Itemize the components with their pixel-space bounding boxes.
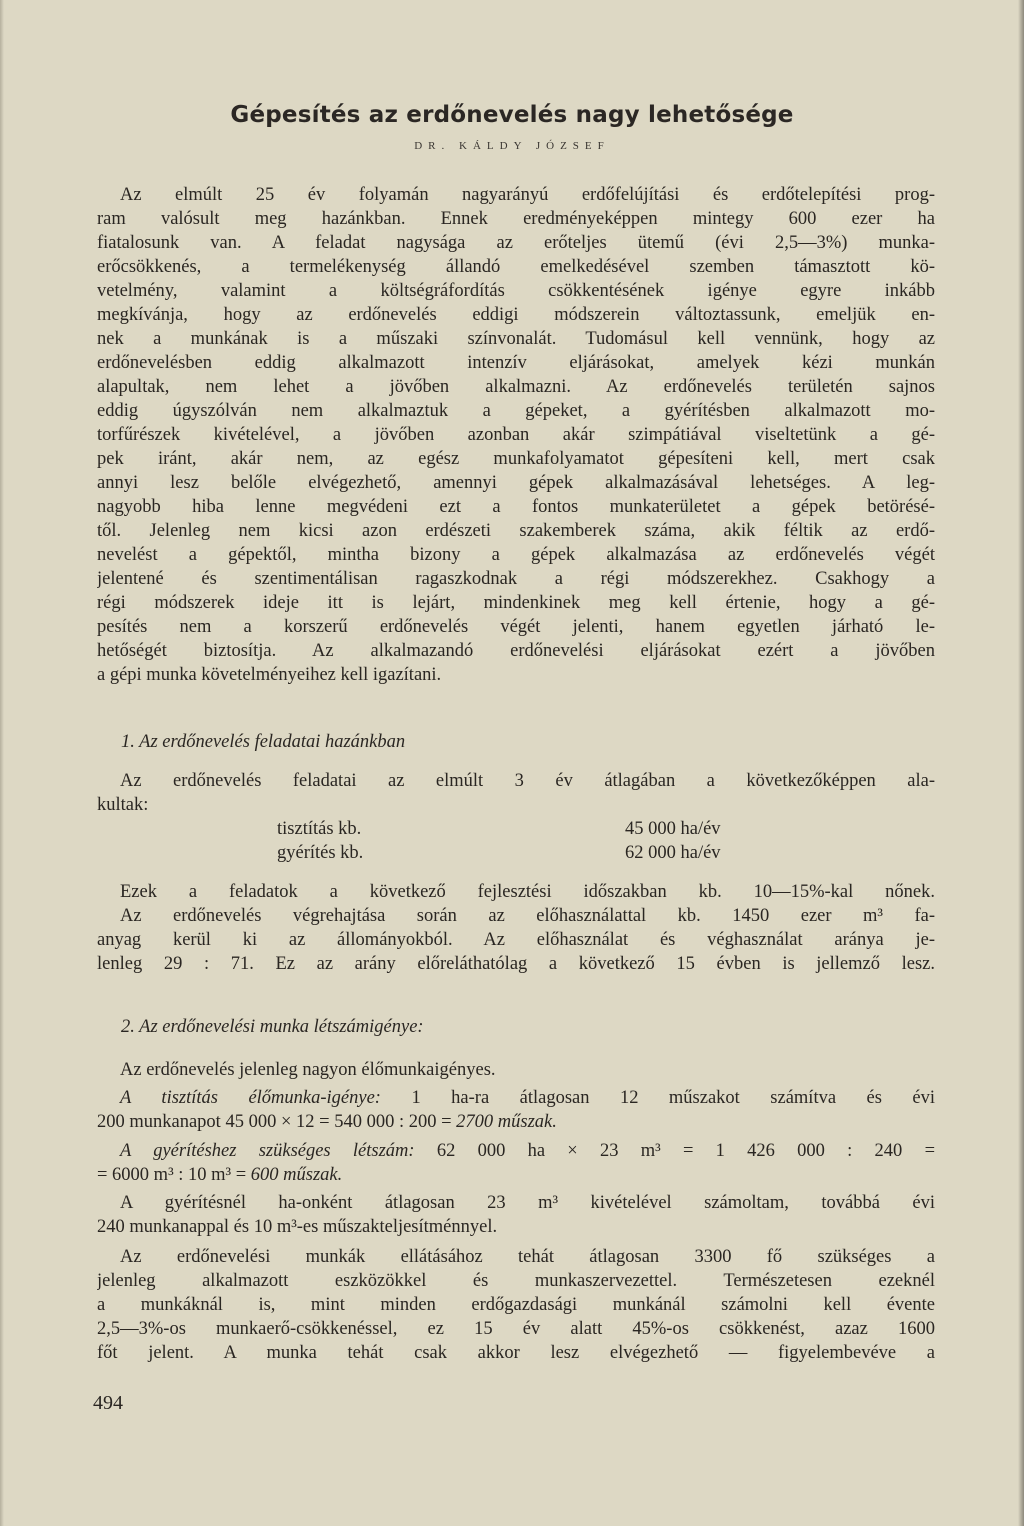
text-line: anyag kerül ki az állományokból. Az előhasználat és véghasználat aránya je- <box>97 930 935 950</box>
text-line: Az erdőnevelés jelenleg nagyon élőmunkaigényes. <box>120 1060 496 1080</box>
text-line: a munkáknál is, mint minden erdőgazdasági munkánál számolni kell évente <box>97 1295 935 1315</box>
page-edge-left <box>0 0 4 1526</box>
section-2-paragraph-3 <box>97 1139 935 1187</box>
text-line: Az erdőnevelés feladatai az elmúlt 3 év átlagában a következőképpen ala- <box>120 771 935 791</box>
text-line: pek iránt, akár nem, az egész munkafolyamatot gépesíteni kell, mert csak <box>97 449 935 469</box>
text-line: 240 munkanappal és 10 m³-es műszakteljesítménnyel. <box>97 1217 498 1237</box>
text-line: annyi lesz belőle elvégezhető, amennyi gépek alkalmazásával lehetséges. A leg- <box>97 473 935 493</box>
text-line: jelenleg alkalmazott eszközökkel és munkaszervezettel. Természetesen ezeknél <box>97 1271 935 1291</box>
table-value: 62 000 ha/év <box>625 843 721 863</box>
text-line: főt jelent. A munka tehát csak akkor lesz elvégezhető — figyelembevéve a <box>97 1343 935 1363</box>
text-line <box>97 1163 935 1187</box>
text-line: torfűrészek kivételével, a jövőben azonban akár szimpátiával viseltetünk a gé- <box>97 425 935 445</box>
text-line: erőcsökkenés, a termelékenység állandó emelkedésével szemben támasztott kö- <box>97 257 935 277</box>
section-1-paragraph-2 <box>97 880 935 976</box>
article-author: DR. KÁLDY JÓZSEF <box>414 140 610 152</box>
table-value: 45 000 ha/év <box>625 819 721 839</box>
intro-paragraph <box>97 183 935 687</box>
text-line: Az elmúlt 25 év folyamán nagyarányú erdőfelújítási és erdőtelepítési prog- <box>120 185 935 205</box>
page-number: 494 <box>93 1392 123 1414</box>
text-line <box>97 1086 935 1110</box>
text-line: Ezek a feladatok a következő fejlesztési időszakban kb. 10—15%-kal nőnek. <box>120 882 935 902</box>
text-line: megkívánja, hogy az erdőnevelés eddigi módszerein változtassunk, emeljük en- <box>97 305 935 325</box>
text-line <box>97 1139 935 1163</box>
text-line: kultak: <box>97 795 149 815</box>
italic-result: 600 műszak. <box>250 1165 343 1185</box>
text-line: 2,5—3%-os munkaerő-csökkenéssel, ez 15 év alatt 45%-os csökkenést, azaz 1600 <box>97 1319 935 1339</box>
text-line: eddig úgyszólván nem alkalmaztuk a gépeket, a gyérítésben alkalmazott mo- <box>97 401 935 421</box>
text-line: pesítés nem a korszerű erdőnevelés végét jelenti, hanem egyetlen járható le- <box>97 617 935 637</box>
text-line: A gyérítésnél ha-onként átlagosan 23 m³ kivételével számoltam, továbbá évi <box>120 1193 935 1213</box>
text-span: = 6000 m³ : 10 m³ = <box>97 1165 251 1185</box>
text-line: Az erdőnevelés végrehajtása során az előhasználattal kb. 1450 ezer m³ fa- <box>120 906 935 926</box>
text-line: nevelést a gépektől, mintha bizony a gépek alkalmazása az erdőnevelés végét <box>97 545 935 565</box>
section-2-paragraph-1 <box>97 1058 935 1082</box>
text-span: 200 munkanapot 45 000 × 12 = 540 000 : 200 = <box>97 1112 457 1132</box>
section-1-paragraph-1 <box>97 769 935 817</box>
text-line: hetőségét biztosítja. Az alkalmazandó erdőnevelési eljárásokat ezért a jövőben <box>97 641 935 661</box>
text-line: ram valósult meg hazánkban. Ennek eredményeképpen mintegy 600 ezer ha <box>97 209 935 229</box>
text-line: Az erdőnevelési munkák ellátásához tehát átlagosan 3300 fő szükséges a <box>120 1247 935 1267</box>
text-line: erdőnevelésben eddig alkalmazott intenzív eljárásokat, amelyek kézi munkán <box>97 353 935 373</box>
text-line <box>97 1110 935 1134</box>
section-2-paragraph-2 <box>97 1086 935 1134</box>
text-line: a gépi munka követelményeihez kell igazítani. <box>97 665 442 685</box>
section-1-heading: 1. Az erdőnevelés feladatai hazánkban <box>121 732 406 752</box>
text-line: jelentené és szentimentálisan ragaszkodnak a régi módszerekhez. Csakhogy a <box>97 569 935 589</box>
italic-label: A tisztítás élőmunka-igénye: <box>120 1088 381 1108</box>
section-2-paragraph-4 <box>97 1191 935 1239</box>
table-label: tisztítás kb. <box>277 819 362 839</box>
text-line: alapultak, nem lehet a jövőben alkalmazni. Az erdőnevelés területén sajnos <box>97 377 935 397</box>
text-line: től. Jelenleg nem kicsi azon erdészeti szakemberek száma, akik féltik az erdő- <box>97 521 935 541</box>
section-2-heading: 2. Az erdőnevelési munka létszámigénye: <box>121 1017 424 1037</box>
text-line: fiatalosunk van. A feladat nagysága az erőteljes ütemű (évi 2,5—3%) munka- <box>97 233 935 253</box>
text-line: lenleg 29 : 71. Ez az arány előreláthatólag a következő 15 évben is jellemző lesz. <box>97 954 935 974</box>
text-line: régi módszerek ideje itt is lejárt, mindenkinek meg kell értenie, hogy a gé- <box>97 593 935 613</box>
text-span: 62 000 ha × 23 m³ = 1 426 000 : 240 = <box>414 1141 935 1161</box>
section-2-paragraph-5 <box>97 1245 935 1365</box>
italic-label: A gyérítéshez szükséges létszám: <box>120 1141 415 1161</box>
page-edge-right <box>1018 0 1024 1526</box>
text-line: nek a munkának is a műszaki színvonalát. Tudomásul kell vennünk, hogy az <box>97 329 935 349</box>
text-line: nagyobb hiba lenne megvédeni ezt a fontos munkaterületet a gépek betörésé- <box>97 497 935 517</box>
text-span: 1 ha-ra átlagosan 12 műszakot számítva és évi <box>380 1088 935 1108</box>
article-title: Gépesítés az erdőnevelés nagy lehetősége <box>230 102 794 128</box>
table-label: gyérítés kb. <box>277 843 364 863</box>
italic-result: 2700 műszak. <box>456 1112 557 1132</box>
text-line: vetelmény, valamint a költségráfordítás csökkentésének igénye egyre inkább <box>97 281 935 301</box>
